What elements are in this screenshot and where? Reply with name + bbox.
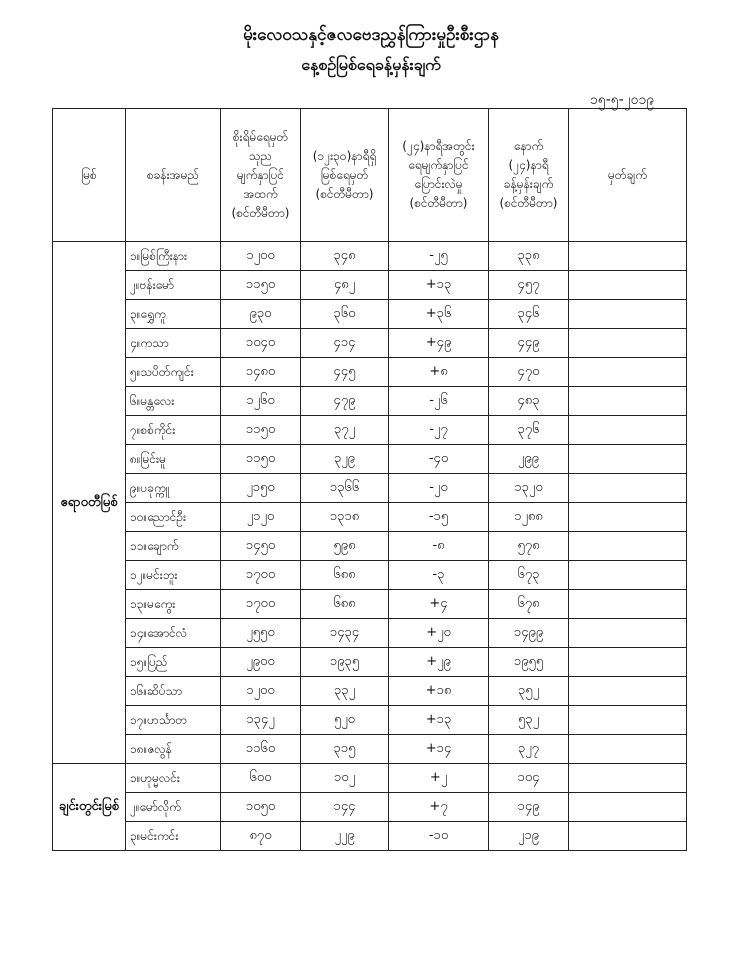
station-cell: ၁၀။ညောင်ဦး <box>126 503 221 532</box>
danger-level-cell: ၂၁၅၀ <box>221 474 301 503</box>
change-cell: -၃ <box>389 561 489 590</box>
change-cell: -၄၀ <box>389 445 489 474</box>
danger-level-cell: ၁၁၅၀ <box>221 416 301 445</box>
remark-cell <box>569 329 687 358</box>
table-row <box>53 358 687 387</box>
change-cell: +၂ <box>389 764 489 793</box>
forecast-cell: ၃၅၂ <box>489 677 569 706</box>
danger-level-cell: ၂၉၀၀ <box>221 648 301 677</box>
current-level-cell: ၃၂၉ <box>301 445 389 474</box>
forecast-cell: ၅၃၂ <box>489 706 569 735</box>
station-cell: ၁၅။ပြည် <box>126 648 221 677</box>
change-cell: +၁၃ <box>389 706 489 735</box>
table-row <box>53 590 687 619</box>
page-title: မိုးလေဝသနှင့်ဇလဗေဒညွှန်ကြားမှုဦးစီးဌာန <box>243 25 499 45</box>
current-level-cell: ၆၈၈ <box>301 561 389 590</box>
forecast-cell: ၄၄၉ <box>489 329 569 358</box>
danger-level-cell: ၁၀၄၀ <box>221 329 301 358</box>
current-level-cell: ၄၁၄ <box>301 329 389 358</box>
change-cell: +၄၉ <box>389 329 489 358</box>
danger-level-cell: ၁၀၅၀ <box>221 793 301 822</box>
forecast-cell: ၄၅၇ <box>489 271 569 300</box>
forecast-cell: ၄၈၃ <box>489 387 569 416</box>
remark-cell <box>569 358 687 387</box>
current-level-cell: ၆၈၈ <box>301 590 389 619</box>
table-row <box>53 242 687 271</box>
station-cell: ၉။ပခုက္ကူ <box>126 474 221 503</box>
table-row <box>53 764 687 793</box>
remark-cell <box>569 532 687 561</box>
river-name-cell: ဧရာဝတီမြစ် <box>53 242 126 764</box>
danger-level-cell: ၁၂၀၀ <box>221 242 301 271</box>
station-cell: ၅။သပိတ်ကျင်း <box>126 358 221 387</box>
station-cell: ၆။မန္တလေး <box>126 387 221 416</box>
current-level-cell: ၅၂၀ <box>301 706 389 735</box>
remark-cell <box>569 271 687 300</box>
station-cell: ၁။မြစ်ကြီးနား <box>126 242 221 271</box>
remark-cell <box>569 445 687 474</box>
table-row <box>53 735 687 764</box>
station-cell: ၄။ကသာ <box>126 329 221 358</box>
station-cell: ၈။မြင်းမူ <box>126 445 221 474</box>
remark-cell <box>569 416 687 445</box>
station-cell: ၁၄။အောင်လံ <box>126 619 221 648</box>
forecast-cell: ၁၉၅၅ <box>489 648 569 677</box>
danger-level-cell: ၆၀၀ <box>221 764 301 793</box>
forecast-cell: ၃၃၈ <box>489 242 569 271</box>
station-cell: ၂။ဗန်းမော် <box>126 271 221 300</box>
remark-cell <box>569 735 687 764</box>
col-header-forecast: နောက် (၂၄)နာရီ ခန့်မှန်းချက် (စင်တီမီတာ) <box>489 109 569 242</box>
table-row <box>53 503 687 532</box>
current-level-cell: ၁၉၃၅ <box>301 648 389 677</box>
danger-level-cell: ၁၄၈၀ <box>221 358 301 387</box>
current-level-cell: ၃၆၀ <box>301 300 389 329</box>
table-row <box>53 822 687 851</box>
danger-level-cell: ၁၂၆၀ <box>221 387 301 416</box>
col-header-current-level: (၁၂း၃၀)နာရီရှိ မြစ်ရေမှတ် (စင်တီမီတာ) <box>301 109 389 242</box>
change-cell: -၈ <box>389 532 489 561</box>
danger-level-cell: ၁၁၅၀ <box>221 271 301 300</box>
current-level-cell: ၅၉၈ <box>301 532 389 561</box>
danger-level-cell: ၉၃၀ <box>221 300 301 329</box>
table-row <box>53 677 687 706</box>
table-row <box>53 329 687 358</box>
current-level-cell: ၄၄၅ <box>301 358 389 387</box>
station-cell: ၁၆။ဆိပ်သာ <box>126 677 221 706</box>
danger-level-cell: ၁၇၀၀ <box>221 590 301 619</box>
remark-cell <box>569 561 687 590</box>
remark-cell <box>569 474 687 503</box>
change-cell: +၁၈ <box>389 677 489 706</box>
danger-level-cell: ၁၄၅၀ <box>221 532 301 561</box>
table-body <box>53 242 687 851</box>
forecast-cell: ၁၂၈၈ <box>489 503 569 532</box>
station-cell: ၁၇။ဟင်္သာတ <box>126 706 221 735</box>
table-row <box>53 561 687 590</box>
col-header-station: စခန်းအမည် <box>126 109 221 242</box>
table-row <box>53 793 687 822</box>
danger-level-cell: ၈၇၀ <box>221 822 301 851</box>
forecast-cell: ၅၇၈ <box>489 532 569 561</box>
forecast-cell: ၃၄၆ <box>489 300 569 329</box>
table-row <box>53 648 687 677</box>
current-level-cell: ၁၃၁၈ <box>301 503 389 532</box>
station-cell: ၂။မော်လိုက် <box>126 793 221 822</box>
change-cell: +၃၆ <box>389 300 489 329</box>
table-row <box>53 416 687 445</box>
danger-level-cell: ၂၅၅၀ <box>221 619 301 648</box>
station-cell: ၃။ရွှေကူ <box>126 300 221 329</box>
current-level-cell: ၁၃၆၆ <box>301 474 389 503</box>
table-header-row <box>53 109 687 242</box>
station-cell: ၁။ဟုမ္မလင်း <box>126 764 221 793</box>
current-level-cell: ၂၂၉ <box>301 822 389 851</box>
change-cell: +၂၉ <box>389 648 489 677</box>
change-cell: -၂၅ <box>389 242 489 271</box>
change-cell: +၄ <box>389 590 489 619</box>
col-header-river: မြစ် <box>53 109 126 242</box>
remark-cell <box>569 793 687 822</box>
forecast-cell: ၂၉၉ <box>489 445 569 474</box>
current-level-cell: ၃၃၂ <box>301 677 389 706</box>
current-level-cell: ၁၄၄ <box>301 793 389 822</box>
current-level-cell: ၃၇၂ <box>301 416 389 445</box>
station-cell: ၁၁။ချောက် <box>126 532 221 561</box>
report-date: ၁၅-၅-၂၀၁၉ <box>590 92 655 108</box>
table-row <box>53 532 687 561</box>
table-row <box>53 387 687 416</box>
remark-cell <box>569 300 687 329</box>
remark-cell <box>569 503 687 532</box>
remark-cell <box>569 648 687 677</box>
danger-level-cell: ၁၁၆၀ <box>221 735 301 764</box>
danger-level-cell: ၁၂၀၀ <box>221 677 301 706</box>
forecast-cell: ၆၇၈ <box>489 590 569 619</box>
table-row <box>53 706 687 735</box>
danger-level-cell: ၁၁၅၀ <box>221 445 301 474</box>
current-level-cell: ၄၈၂ <box>301 271 389 300</box>
remark-cell <box>569 764 687 793</box>
danger-level-cell: ၁၃၄၂ <box>221 706 301 735</box>
station-cell: ၁၈။ဇလွန် <box>126 735 221 764</box>
table-row <box>53 445 687 474</box>
change-cell: -၁၀ <box>389 822 489 851</box>
table-row <box>53 300 687 329</box>
river-level-table <box>52 108 687 851</box>
remark-cell <box>569 706 687 735</box>
remark-cell <box>569 590 687 619</box>
col-header-remarks: မှတ်ချက် <box>569 109 687 242</box>
change-cell: +၈ <box>389 358 489 387</box>
col-header-change: (၂၄)နာရီအတွင်း ရေမျက်နှာပြင် ပြောင်းလဲမှု (စင်တီမီတာ) <box>389 109 489 242</box>
change-cell: +၂၀ <box>389 619 489 648</box>
current-level-cell: ၃၁၅ <box>301 735 389 764</box>
remark-cell <box>569 387 687 416</box>
forecast-cell: ၁၄၉ <box>489 793 569 822</box>
station-cell: ၇။စစ်ကိုင်း <box>126 416 221 445</box>
change-cell: -၁၅ <box>389 503 489 532</box>
forecast-cell: ၂၁၉ <box>489 822 569 851</box>
current-level-cell: ၁၄၃၄ <box>301 619 389 648</box>
river-name-cell: ချင်းတွင်းမြစ် <box>53 764 126 851</box>
change-cell: +၁၄ <box>389 735 489 764</box>
change-cell: -၂၀ <box>389 474 489 503</box>
table-row <box>53 474 687 503</box>
col-header-danger-level: စိုးရိမ်ရေမှတ် သုည မျက်နှာပြင် အထက် (စင်တီမီတာ) <box>221 109 301 242</box>
station-cell: ၁၂။မင်းဘူး <box>126 561 221 590</box>
change-cell: +၇ <box>389 793 489 822</box>
danger-level-cell: ၂၁၂၀ <box>221 503 301 532</box>
change-cell: -၂၇ <box>389 416 489 445</box>
forecast-cell: ၄၇၀ <box>489 358 569 387</box>
page-subtitle: နေ့စဉ်မြစ်ရေခန့်မှန်းချက် <box>301 55 441 74</box>
remark-cell <box>569 619 687 648</box>
station-cell: ၃။မင်းကင်း <box>126 822 221 851</box>
current-level-cell: ၁၀၂ <box>301 764 389 793</box>
forecast-cell: ၃၂၇ <box>489 735 569 764</box>
forecast-cell: ၃၇၆ <box>489 416 569 445</box>
forecast-cell: ၁၃၂၀ <box>489 474 569 503</box>
current-level-cell: ၄၇၉ <box>301 387 389 416</box>
forecast-cell: ၆၇၃ <box>489 561 569 590</box>
forecast-cell: ၁၄၉၉ <box>489 619 569 648</box>
station-cell: ၁၃။မကွေး <box>126 590 221 619</box>
forecast-cell: ၁၀၄ <box>489 764 569 793</box>
change-cell: +၁၃ <box>389 271 489 300</box>
remark-cell <box>569 822 687 851</box>
remark-cell <box>569 242 687 271</box>
table-row <box>53 619 687 648</box>
remark-cell <box>569 677 687 706</box>
danger-level-cell: ၁၇၀၀ <box>221 561 301 590</box>
current-level-cell: ၃၄၈ <box>301 242 389 271</box>
change-cell: -၂၆ <box>389 387 489 416</box>
table-row <box>53 271 687 300</box>
